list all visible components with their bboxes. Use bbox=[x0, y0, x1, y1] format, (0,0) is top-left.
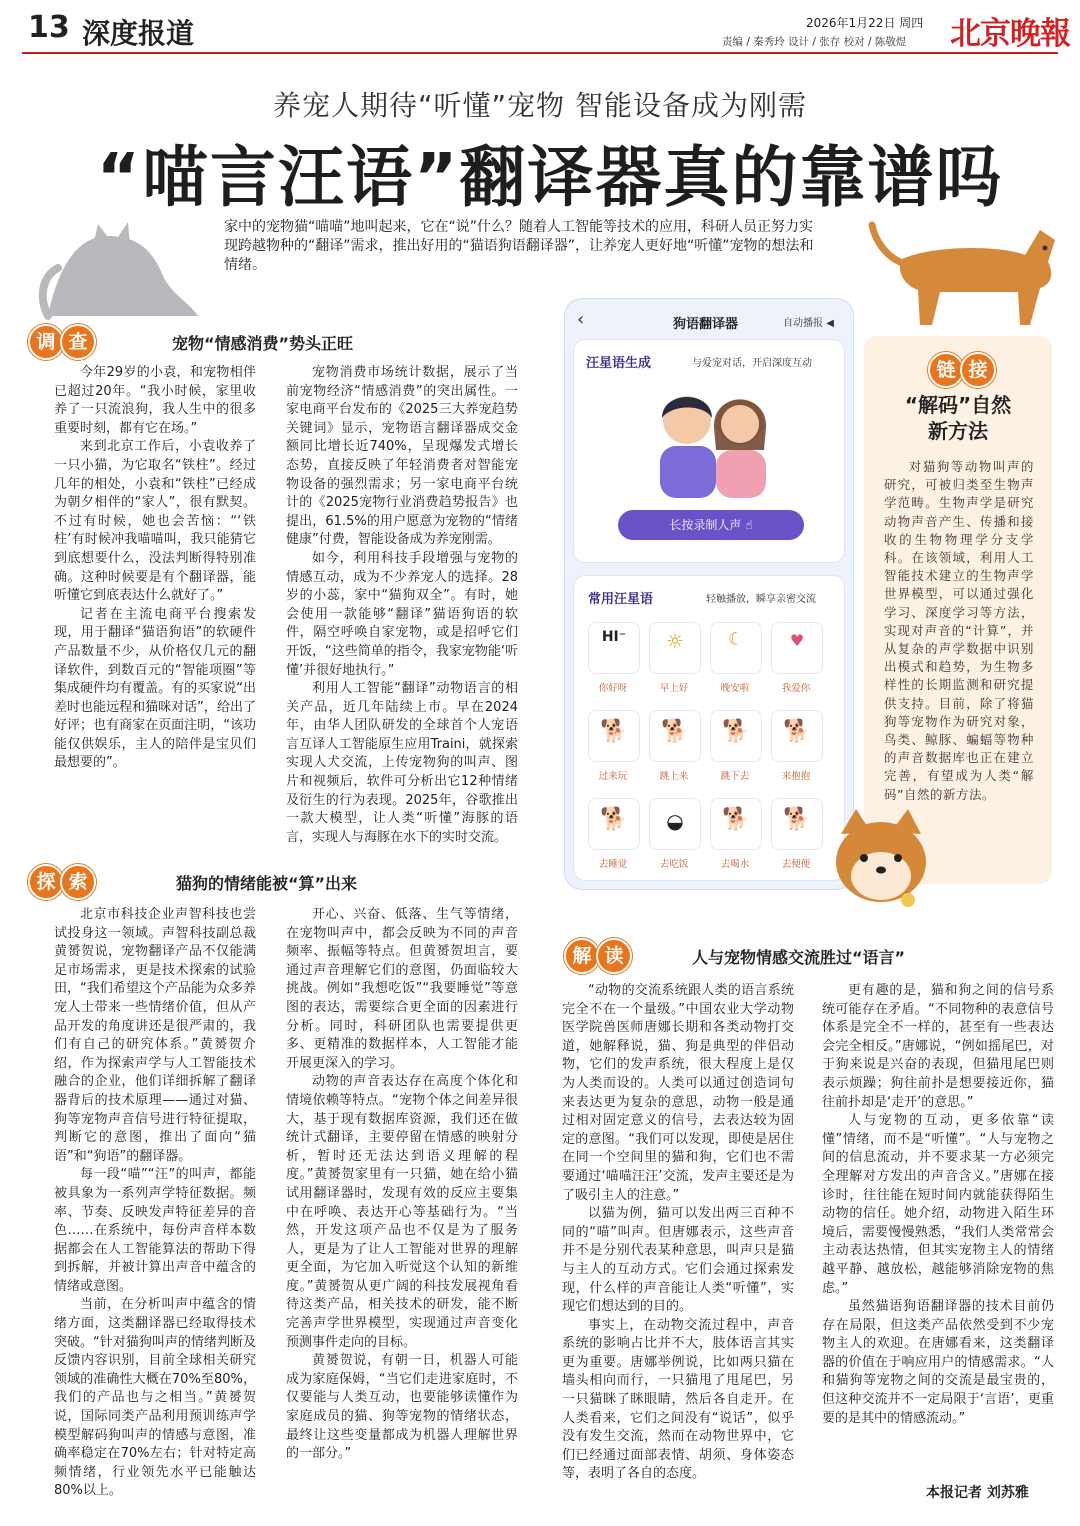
newspaper-logo: 北京晚報 bbox=[950, 16, 1070, 52]
hi-icon: HI⁻ bbox=[601, 629, 627, 645]
section1-col1 bbox=[54, 364, 256, 773]
phrase-label: 你好呀 bbox=[598, 683, 628, 694]
paragraph: 人与宠物的互动，更多依靠“读懂”情绪，而不是“听懂”。“人与宠物之间的信息流动，并不要求某一方必须完全理解对方发出的声音含义。”唐娜在接诊时，往往能在短时间内就能获得陌生动物的信任。她介绍，动物进入陌生环境后，需要慢慢熟悉，“我们人类常常会主动表达热情，但其实宠物主人的情绪越平静、越放松，越能够消除宠物的焦虑。” bbox=[822, 1113, 1054, 1296]
page-number: 13 bbox=[28, 10, 70, 45]
phrase-tile-sleep[interactable] bbox=[588, 798, 640, 850]
phrase-label: 我爱你 bbox=[781, 683, 811, 694]
phrase-tile-drink[interactable] bbox=[710, 798, 762, 850]
phrase-tile-jump-down[interactable] bbox=[710, 710, 762, 762]
badge-char: 索 bbox=[60, 864, 96, 900]
phrase-tile-potty[interactable] bbox=[771, 798, 823, 850]
hand-icon: ☝ bbox=[745, 518, 753, 532]
section2-heading: 猫狗的情绪能被“算”出来 bbox=[176, 874, 358, 893]
sidebar-title-line2: 新方法 bbox=[928, 419, 988, 443]
section3-col2 bbox=[822, 982, 1054, 1428]
phrase-tile-jump-up[interactable] bbox=[649, 710, 701, 762]
section-badge-survey bbox=[28, 324, 92, 360]
sun-icon: ☼ bbox=[666, 629, 684, 653]
article-title: “喵言汪语”翻译器真的靠谱吗 bbox=[96, 139, 1004, 216]
paragraph: 来到北京工作后，小袁收养了一只小猫，为它取名“铁柱”。经过几年的相处，小袁和“铁柱”已经成为朝夕相伴的“家人”，很有默契。不过有时候，她也会苦恼：“‘铁柱’有时候冲我喵喵叫，我只能猜它到底想要什么，没法判断得特别准确。这种时候要是有个翻译器，能听懂它到底表达什么就好了。” bbox=[54, 439, 256, 604]
paragraph: 宠物消费市场统计数据，展示了当前宠物经济“情感消费”的突出属性。一家电商平台发布的《2025三大养宠趋势关键词》显示，宠物语言翻译器成交金额同比增长近740%，呈现爆发式增长态势，直接反映了年轻消费者对智能宠物设备的强烈需求；另一家电商平台统计的《2025宠物行业消费趋势报告》也提出，61.5%的用户愿意为宠物的“情绪健康”付费，智能设备成为养宠刚需。 bbox=[286, 365, 518, 548]
badge-char: 探 bbox=[28, 864, 64, 900]
byline: 本报记者 刘苏雅 bbox=[926, 1485, 1029, 1501]
sidebar-title bbox=[864, 392, 1052, 444]
paragraph: 记者在主流电商平台搜索发现，用于翻译“猫语狗语”的软硬件产品数量不少，从价格仅几元的翻译软件，到数百元的“智能项圈”等集成硬件均有覆盖。有的买家说“出差时也能远程和猫咪对话”，给出了好评；也有商家在页面注明，“该功能仅供娱乐，主人的陪伴是宝贝们最想要的”。 bbox=[54, 606, 256, 771]
paragraph: 更有趣的是，猫和狗之间的信号系统可能存在矛盾。“不同物种的表意信号体系是完全不一样的，甚至有一些表达会完全相反。”唐娜说，“例如摇尾巴，对于狗来说是兴奋的表现，但猫甩尾巴则表示烦躁；狗往前扑是想要接近你，猫往前扑却是‘走开’的意思。” bbox=[822, 983, 1054, 1110]
phrase-label: 过来玩 bbox=[598, 771, 628, 782]
dog-sit-icon: 🐕 bbox=[722, 719, 750, 744]
phrase-tile-come-play[interactable] bbox=[588, 710, 640, 762]
dog-icon: 🐕 bbox=[600, 719, 628, 744]
dog-potty-icon: 🐕 bbox=[783, 807, 811, 832]
article-subtitle: 养宠人期待“听懂”宠物 智能设备成为刚需 bbox=[273, 89, 807, 122]
phrase-tile-hug[interactable] bbox=[771, 710, 823, 762]
app-title: 狗语翻译器 bbox=[673, 317, 739, 332]
phrase-label: 去便便 bbox=[781, 859, 811, 870]
section1-heading: 宠物“情感消费”势头正旺 bbox=[172, 334, 354, 353]
section1-col2 bbox=[286, 364, 518, 847]
phrase-label: 去喝水 bbox=[720, 859, 750, 870]
record-voice-button[interactable] bbox=[618, 510, 804, 540]
cat-illustration bbox=[38, 206, 208, 326]
section-name: 深度报道 bbox=[82, 17, 195, 50]
section-badge-link bbox=[928, 352, 992, 388]
paragraph: 事实上，在动物交流过程中，声音系统的影响占比并不大，肢体语言其实更为重要。唐娜举例说，比如两只猫在墙头相向而行，一只猫甩了甩尾巴，另一只猫眯了眯眼睛，然后各自走开。在人类看来，它们之间没有“说话”，似乎没有发生交流，然而在动物世界中，它们已经通过面部表情、胡须、身体姿态等，表明了各自的态度。 bbox=[562, 1317, 794, 1482]
section3-col1 bbox=[562, 982, 794, 1484]
app-screenshot bbox=[564, 298, 854, 890]
shiba-illustration bbox=[826, 804, 936, 914]
dog-stand-icon: 🐕 bbox=[783, 719, 811, 744]
badge-char: 调 bbox=[28, 324, 64, 360]
paragraph: 每一段“喵”“汪”的叫声，都能被具象为一系列声学特征数据。频率、节奏、反映发声特征差异的音色……在系统中，每份声音样本数据都会在人工智能算法的帮助下得到拆解，并被计算出声音中蕴含的情绪或意图。 bbox=[54, 1167, 256, 1294]
phrase-tile-love[interactable] bbox=[771, 622, 823, 674]
dog-illustration bbox=[860, 200, 1070, 330]
moon-icon: ☾ bbox=[727, 629, 745, 650]
paragraph: 虽然猫语狗语翻译器的技术目前仍存在局限，但这类产品依然受到不少宠物主人的欢迎。在唐娜看来，这类翻译器的价值在于响应用户的情感需求。“人和猫狗等宠物之间的交流是最宝贵的，但这种交流并不一定局限于‘言语’，更重要的是其中的情感流动。” bbox=[822, 1299, 1054, 1426]
paragraph: 开心、兴奋、低落、生气等情绪，在宠物叫声中，都会反映为不同的声音频率、振幅等特点。但黄赟贺坦言，要通过声音理解它们的意图，仍面临较大挑战。例如“我想吃饭”“我要睡觉”等意图的表达，需要综合更全面的因素进行分析。同时，科研团队也需要提供更多、更精准的数据样本，人工智能才能开展更深入的学习。 bbox=[286, 907, 518, 1071]
section2-col2 bbox=[286, 906, 518, 1464]
badge-char: 读 bbox=[596, 938, 632, 974]
paragraph: 今年29岁的小袁，和宠物相伴已超过20年。“我小时候，家里收养了一只流浪狗，我人生中的很多重要时刻，都有它在场。” bbox=[54, 365, 256, 436]
paragraph: 黄赟贺说，有朝一日，机器人可能成为家庭保姆，“当它们走进家庭时，不仅要能与人类互动，也要能够读懂作为家庭成员的猫、狗等宠物的情绪状态，最终让这些变量都成为机器人理解世界的一部分。” bbox=[286, 1353, 518, 1462]
section-badge-interpret bbox=[564, 938, 628, 974]
badge-char: 查 bbox=[60, 324, 96, 360]
section3-heading: 人与宠物情感交流胜过“语言” bbox=[692, 948, 906, 967]
phrase-label: 晚安啦 bbox=[720, 683, 750, 694]
article-intro: 家中的宠物猫“喵喵”地叫起来，它在“说”什么？随着人工智能等技术的应用，科研人员正努力实现跨越物种的“翻译”需求，推出好用的“猫语狗语翻译器”，让养宠人更好地“听懂”宠物的想法和情绪。 bbox=[224, 219, 814, 273]
dog-jump-icon: 🐕 bbox=[661, 719, 689, 744]
badge-char: 解 bbox=[564, 938, 600, 974]
card2-subtitle: 轻触播放，瞬享亲密交流 bbox=[706, 594, 816, 605]
phrase-tile-morning[interactable] bbox=[649, 622, 701, 674]
paragraph: 以猫为例，猫可以发出两三百种不同的“喵”叫声。但唐娜表示，这些声音并不是分别代表某种意思，叫声只是猫与主人的互动方式。它们会通过探索发现，什么样的声音能让人类“听懂”，实现它们想达到的目的。 bbox=[562, 1206, 794, 1315]
paragraph: 如今，利用科技手段增强与宠物的情感互动，成为不少养宠人的选择。28岁的小蕊，家中“猫狗双全”。有时，她会使用一款能够“翻译”猫语狗语的软件，隔空呼唤自家宠物，或是招呼它们开饭，“这些简单的指令，我家宠物能‘听懂’并很好地执行。” bbox=[286, 550, 518, 678]
phrase-label: 跳下去 bbox=[720, 771, 750, 782]
paragraph: “动物的交流系统跟人类的语言系统完全不在一个量级。”中国农业大学动物医学院兽医师唐娜长期和各类动物打交道，她解释说，猫、狗是典型的伴侣动物，它们的发声系统，很大程度上是仅为人类而设的。人类可以通过创造词句来表达更为复杂的意思，动物一般是通过相对固定意义的信号，去表达较为固定的意图。“我们可以发现，即使是居住在同一个空间里的猫和狗，它们也不需要通过‘喵喵汪汪’交流，发声主要还是为了吸引主人的注意。” bbox=[562, 983, 794, 1203]
speaker-icon: ◀ bbox=[826, 318, 834, 329]
paragraph: 动物的声音表达存在高度个体化和情境依赖等特点。“宠物个体之间差异很大，基于现有数据库资源，我们还在做统计式翻译，主要停留在情感的映射分析，暂时还无法达到语义理解的程度。”黄赟贺家里有一只猫，她在给小猫试用翻译器时，发现有效的反应主要集中在呼唤、表达开心等基础行为。“当然，开发这项产品也不仅是为了服务人，更是为了让人工智能对世界的理解更全面，为它加入听觉这个认知的新维度。”黄赟贺从更广阔的科技发展视角看待这类产品，相关技术的研发，能不断完善声学世界模型，实现通过声音变化预测事件走向的目标。 bbox=[286, 1074, 518, 1350]
voice-generate-card bbox=[573, 339, 845, 563]
badge-char: 接 bbox=[960, 352, 996, 388]
phrase-label: 早上好 bbox=[659, 683, 689, 694]
heart-icon: ♥ bbox=[789, 631, 805, 650]
badge-char: 链 bbox=[928, 352, 964, 388]
section2-col1 bbox=[54, 906, 256, 1501]
phrase-label: 去吃饭 bbox=[659, 859, 689, 870]
phrase-tile-night[interactable] bbox=[710, 622, 762, 674]
phrase-tile-eat[interactable] bbox=[649, 798, 701, 850]
paragraph: 当前，在分析叫声中蕴含的情绪方面，这类翻译器已经取得技术突破。“针对猫狗叫声的情绪判断及反馈内容识别，目前全球相关研究领域的准确性大概在70%至80%，我们的产品也与之相当。”黄赟贺说，国际同类产品利用预训练声学模型解码狗叫声的情感与意图，准确率稳定在70%左右；针对特定高频情绪，行业领先水平已能触达80%以上。 bbox=[54, 1297, 256, 1499]
sidebar-title-line1: “解码”自然 bbox=[904, 393, 1012, 417]
editor-credits: 责编 / 秦秀玲 设计 / 张存 校对 / 陈敬煜 bbox=[722, 36, 907, 48]
phrase-label: 跳上来 bbox=[659, 771, 689, 782]
sidebar-paragraph: 对猫狗等动物叫声的研究，可被归类至生物声学范畴。生物声学是研究动物声音产生、传播和接收的生物物理学分支学科。在该领域，利用人工智能技术建立的生物声学世界模型，可以通过强化学习、深度学习等方法，实现对声音的“计算”，并从复杂的声学数据中识别出模式和趋势，为生物多样性的长期监测和研究提供支持。目前，除了将猫狗等宠物作为研究对象，鸟类、鲸豚、蝙蝠等物种的声音数据库也正在建立完善，有望成为人类“解码”自然的新方法。 bbox=[884, 459, 1034, 802]
common-phrases-card bbox=[573, 575, 845, 881]
sidebar-body bbox=[884, 458, 1034, 804]
section-badge-explore bbox=[28, 864, 92, 900]
card2-title: 常用汪星语 bbox=[588, 592, 654, 607]
bowl-icon: ◒ bbox=[666, 809, 684, 833]
issue-date: 2026年1月22日 周四 bbox=[806, 16, 924, 30]
phrase-label: 来抱抱 bbox=[781, 771, 811, 782]
couple-illustration bbox=[642, 380, 782, 498]
back-icon[interactable]: ‹ bbox=[577, 309, 585, 330]
paragraph: 利用人工智能“翻译”动物语言的相关产品，近几年陆续上市。早在2024年，由华人团队研发的全球首个人宠语言互译人工智能原生应用Traini，就探索实现人犬交流，上传宠物狗的叫声、图片和视频后，软件可分析出它12种情绪及衍生的行为表现。2025年，谷歌推出一款大模型，让人类“听懂”海豚的语言，实现人与海豚在水下的实时交流。 bbox=[286, 681, 518, 845]
record-label: 长按录制人声 bbox=[669, 518, 742, 532]
masthead-rule bbox=[22, 52, 1058, 54]
autoplay-toggle[interactable] bbox=[783, 314, 834, 329]
dog-drink-icon: 🐕 bbox=[722, 807, 750, 832]
paragraph: 北京市科技企业声智科技也尝试投身这一领域。声智科技副总裁黄赟贺说，宠物翻译产品不仅能满足市场需求，更是技术探索的试验田，“我们希望这个产品能为众多养宠人士带来一些情绪价值，但从产品开发的角度讲还是很严肃的，我们有自己的研究体系。”黄赟贺介绍，作为探索声学与人工智能技术融合的企业，他们详细拆解了翻译器背后的技术原理——通过对猫、狗等宠物声音信号进行特征提取，判断它的意图，推出了面向“猫语”和“狗语”的翻译器。 bbox=[54, 907, 256, 1164]
dog-sleep-icon: 🐕 bbox=[600, 807, 628, 832]
card1-subtitle: 与爱宠对话，开启深度互动 bbox=[692, 358, 812, 369]
autoplay-label: 自动播报 bbox=[783, 318, 823, 329]
phrase-tile-hello[interactable] bbox=[588, 622, 640, 674]
phrase-label: 去睡觉 bbox=[598, 859, 628, 870]
card1-title: 汪星语生成 bbox=[586, 356, 652, 371]
